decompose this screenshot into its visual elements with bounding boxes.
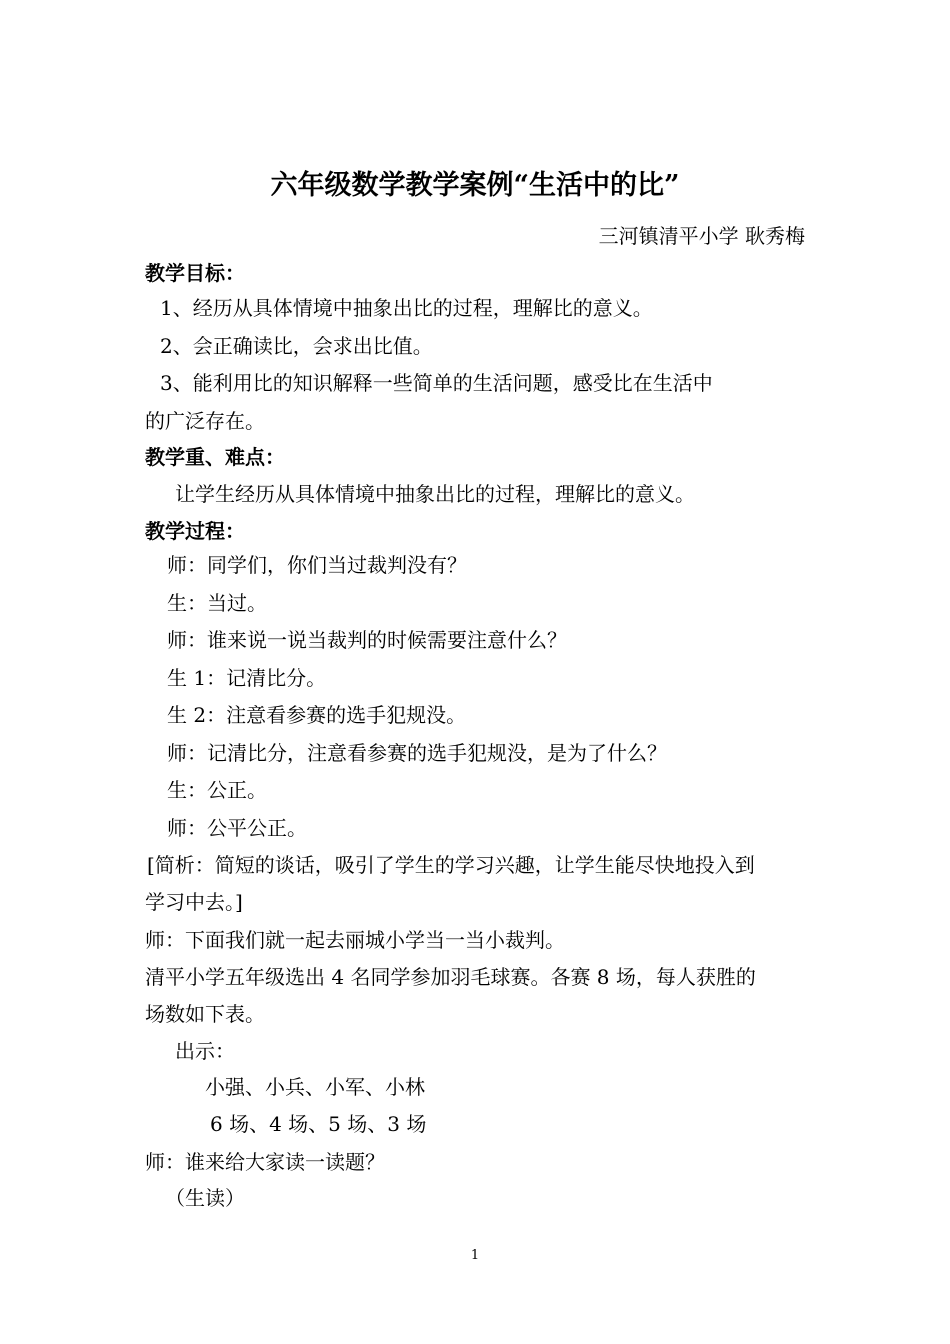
objective-2: 2、会正确读比，会求出比值。 (160, 334, 433, 358)
dialogue-line-5: 生 2：注意看参赛的选手犯规没。 (167, 703, 467, 727)
analysis-line-1: [简析：简短的谈话，吸引了学生的学习兴趣，让学生能尽快地投入到 (147, 853, 755, 877)
document-title: 六年级数学教学案例“生活中的比” (270, 170, 680, 201)
student-read: （生读） (165, 1186, 245, 1210)
student-names: 小强、小兵、小军、小林 (205, 1075, 425, 1099)
objective-3-line-1: 3、能利用比的知识解释一些简单的生活问题，感受比在生活中 (160, 371, 713, 395)
dialogue-line-1: 师：同学们，你们当过裁判没有？ (167, 553, 467, 577)
problem-line-1: 清平小学五年级选出 4 名同学参加羽毛球赛。各赛 8 场，每人获胜的 (145, 965, 756, 989)
keypoints-heading: 教学重、难点： (145, 445, 285, 469)
analysis-line-2: 学习中去。] (145, 890, 243, 914)
dialogue-line-7: 生：公正。 (167, 778, 267, 802)
keypoints-text: 让学生经历从具体情境中抽象出比的过程，理解比的意义。 (175, 482, 695, 506)
dialogue-line-2: 生：当过。 (167, 591, 267, 615)
dialogue-line-8: 师：公平公正。 (167, 816, 307, 840)
teacher-ask: 师：谁来给大家读一读题？ (145, 1150, 385, 1174)
problem-line-2: 场数如下表。 (145, 1002, 265, 1026)
author-line: 三河镇清平小学 耿秀梅 (598, 224, 805, 248)
objective-1: 1、经历从具体情境中抽象出比的过程，理解比的意义。 (160, 296, 653, 320)
page-number: 1 (470, 1248, 480, 1263)
dialogue-line-6: 师：记清比分，注意看参赛的选手犯规没，是为了什么？ (167, 741, 667, 765)
dialogue-line-3: 师：谁来说一说当裁判的时候需要注意什么？ (167, 628, 567, 652)
process-heading: 教学过程： (145, 519, 245, 543)
win-counts: 6 场、4 场、5 场、3 场 (210, 1112, 427, 1136)
objective-3-line-2: 的广泛存在。 (145, 409, 265, 433)
objectives-heading: 教学目标： (145, 261, 245, 285)
teacher-intro: 师：下面我们就一起去丽城小学当一当小裁判。 (145, 928, 565, 952)
dialogue-line-4: 生 1：记清比分。 (167, 666, 327, 690)
show-label: 出示： (175, 1039, 235, 1063)
